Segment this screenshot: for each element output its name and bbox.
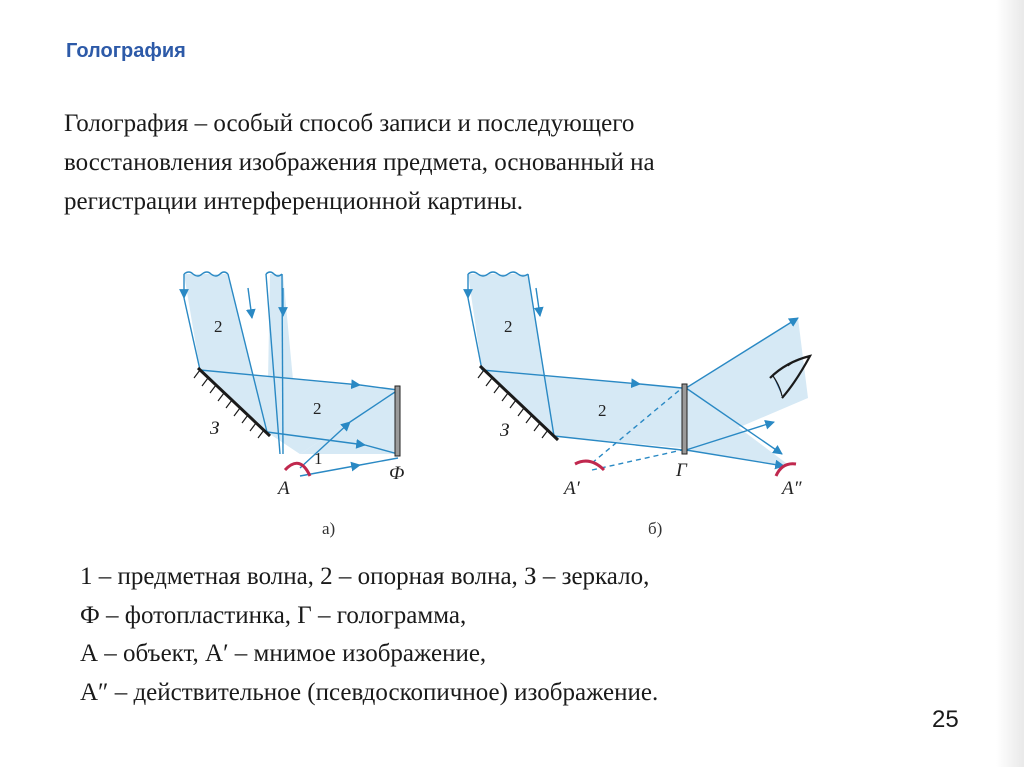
virtual-image-arc: [575, 461, 604, 470]
beam1-label: 1: [314, 449, 323, 468]
definition-text: [64, 104, 924, 221]
object-label: A: [278, 478, 290, 499]
holography-figure: [170, 258, 830, 548]
figure-a-caption: а): [322, 519, 336, 538]
real-image-label: A″: [782, 478, 802, 499]
beam2-label: 2: [313, 399, 322, 418]
beam2-label: 2: [504, 317, 513, 336]
beam-ray: [248, 288, 252, 318]
object-arc: [285, 463, 310, 476]
definition-line: регистрации интерференционной картины.: [64, 188, 523, 215]
virtual-ray: [592, 450, 682, 470]
figure-b: [468, 272, 810, 538]
virtual-image-label: A′: [564, 478, 580, 499]
mirror-label: З: [210, 418, 220, 439]
beam-ray: [536, 288, 540, 316]
plate-label: Ф: [389, 463, 405, 484]
hologram-label: Г: [676, 460, 687, 481]
reflected-beam-area: [482, 370, 682, 448]
legend-text: [80, 558, 658, 712]
legend-line: А – объект, А′ – мнимое изображение,: [80, 640, 487, 667]
definition-line: восстановления изображения предмета, основанный на: [64, 149, 655, 176]
figure-a: [184, 272, 404, 538]
legend-line: 1 – предметная волна, 2 – опорная волна, З – зеркало,: [80, 563, 650, 590]
slide-edge-shadow: [996, 0, 1024, 767]
photoplate: [395, 386, 400, 456]
slide-title: Голография: [66, 40, 186, 62]
legend-line: А″ – действительное (псевдоскопичное) изображение.: [80, 678, 659, 706]
beam2-label: 2: [598, 401, 607, 420]
beam2-label: 2: [214, 317, 223, 336]
page-number: 25: [932, 706, 959, 733]
mirror-label: З: [500, 420, 510, 441]
figure-b-caption: б): [648, 519, 663, 538]
legend-line: Ф – фотопластинка, Г – голограмма,: [80, 601, 467, 629]
hologram-plate: [682, 384, 687, 454]
definition-line: Голография – особый способ записи и последующего: [64, 110, 635, 137]
